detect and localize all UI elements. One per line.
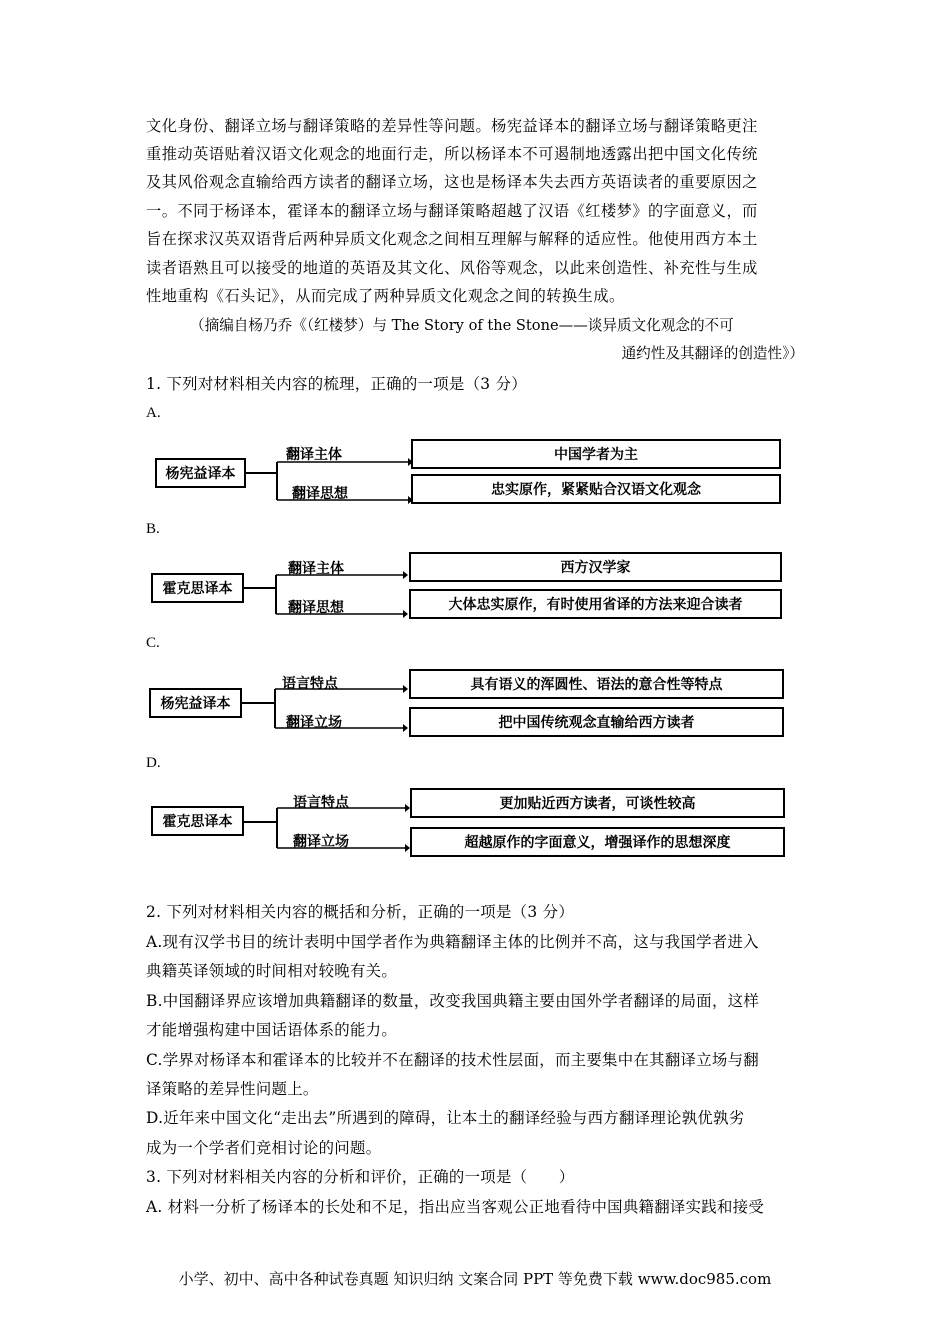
passage-line: 文化身份、翻译立场与翻译策略的差异性等问题。杨宪益译本的翻译立场与翻译策略更注 <box>146 117 758 135</box>
branch-label: 翻译思想 <box>288 600 344 616</box>
passage-line: 性地重构《石头记》，从而完成了两种异质文化观念之间的转换生成。 <box>146 287 625 305</box>
content-box: 中国学者为主 <box>411 439 781 469</box>
q2-option-line: B.中国翻译界应该增加典籍翻译的数量，改变我国典籍主要由国外学者翻译的局面，这样 <box>146 992 760 1010</box>
content-box: 西方汉学家 <box>409 552 782 582</box>
branch-label: 翻译立场 <box>293 834 349 850</box>
branch-label: 翻译思想 <box>292 486 348 502</box>
passage-line: 一。不同于杨译本，霍译本的翻译立场与翻译策略超越了汉语《红楼梦》的字面意义，而 <box>146 202 758 220</box>
option-letter: D. <box>146 755 161 771</box>
root-box: 杨宪益译本 <box>149 688 242 718</box>
q2-option-line: C.学界对杨译本和霍译本的比较并不在翻译的技术性层面，而主要集中在其翻译立场与翻 <box>146 1051 759 1069</box>
passage-line: 旨在探求汉英双语背后两种异质文化观念之间相互理解与解释的适应性。他使用西方本土 <box>146 230 758 248</box>
option-letter: B. <box>146 521 160 537</box>
q2-option-line: 典籍英译领域的时间相对较晚有关。 <box>146 962 398 980</box>
option-letter: C. <box>146 635 160 651</box>
content-box: 更加贴近西方读者，可谈性较高 <box>410 788 785 818</box>
q2-option-line: D.近年来中国文化“走出去”所遇到的障碍，让本土的翻译经验与西方翻译理论孰优孰劣 <box>146 1109 745 1127</box>
q3-stem: 3. 下列对材料相关内容的分析和评价，正确的一项是（ ） <box>146 1168 575 1186</box>
q2-option-line: 译策略的差异性问题上。 <box>146 1080 319 1098</box>
q2-option-line: 成为一个学者们竞相讨论的问题。 <box>146 1139 382 1157</box>
root-box: 霍克思译本 <box>151 806 244 836</box>
option-letter: A. <box>146 405 161 421</box>
footer-text: 小学、初中、高中各种试卷真题 知识归纳 文案合同 PPT 等免费下载 www.doc985.com <box>178 1270 772 1288</box>
passage-line: 重推动英语贴着汉语文化观念的地面行走，所以杨译本不可遏制地透露出把中国文化传统 <box>146 145 758 163</box>
passage-line: 及其风俗观念直输给西方读者的翻译立场，这也是杨译本失去西方英语读者的重要原因之 <box>146 173 758 191</box>
source-citation-cont: 通约性及其翻译的创造性》） <box>621 345 804 362</box>
q2-option-line: 才能增强构建中国话语体系的能力。 <box>146 1021 398 1039</box>
q3-option-line: A. 材料一分析了杨译本的长处和不足，指出应当客观公正地看待中国典籍翻译实践和接受 <box>146 1198 765 1216</box>
content-box: 把中国传统观念直输给西方读者 <box>409 707 784 737</box>
branch-label: 语言特点 <box>293 795 349 811</box>
passage-line: 读者语熟且可以接受的地道的英语及其文化、风俗等观念，以此来创造性、补充性与生成 <box>146 259 758 277</box>
content-box: 超越原作的字面意义，增强译作的思想深度 <box>410 827 785 857</box>
q2-stem: 2. 下列对材料相关内容的概括和分析，正确的一项是（3 分） <box>146 903 575 921</box>
q1-stem: 1. 下列对材料相关内容的梳理，正确的一项是（3 分） <box>146 375 527 393</box>
q2-option-line: A.现有汉学书目的统计表明中国学者作为典籍翻译主体的比例并不高，这与我国学者进入 <box>146 933 759 951</box>
root-box: 杨宪益译本 <box>155 458 246 488</box>
content-box: 忠实原作，紧紧贴合汉语文化观念 <box>411 474 781 504</box>
branch-label: 翻译立场 <box>286 715 342 731</box>
branch-label: 翻译主体 <box>288 561 344 577</box>
branch-label: 语言特点 <box>282 676 338 692</box>
branch-label: 翻译主体 <box>286 447 342 463</box>
content-box: 具有语义的浑圆性、语法的意合性等特点 <box>409 669 784 699</box>
root-box: 霍克思译本 <box>151 573 244 603</box>
source-citation: （摘编自杨乃乔《（红楼梦）与 The Story of the Stone——谈异质文化观念的不可 <box>190 317 734 334</box>
content-box: 大体忠实原作，有时使用省译的方法来迎合读者 <box>409 589 782 619</box>
